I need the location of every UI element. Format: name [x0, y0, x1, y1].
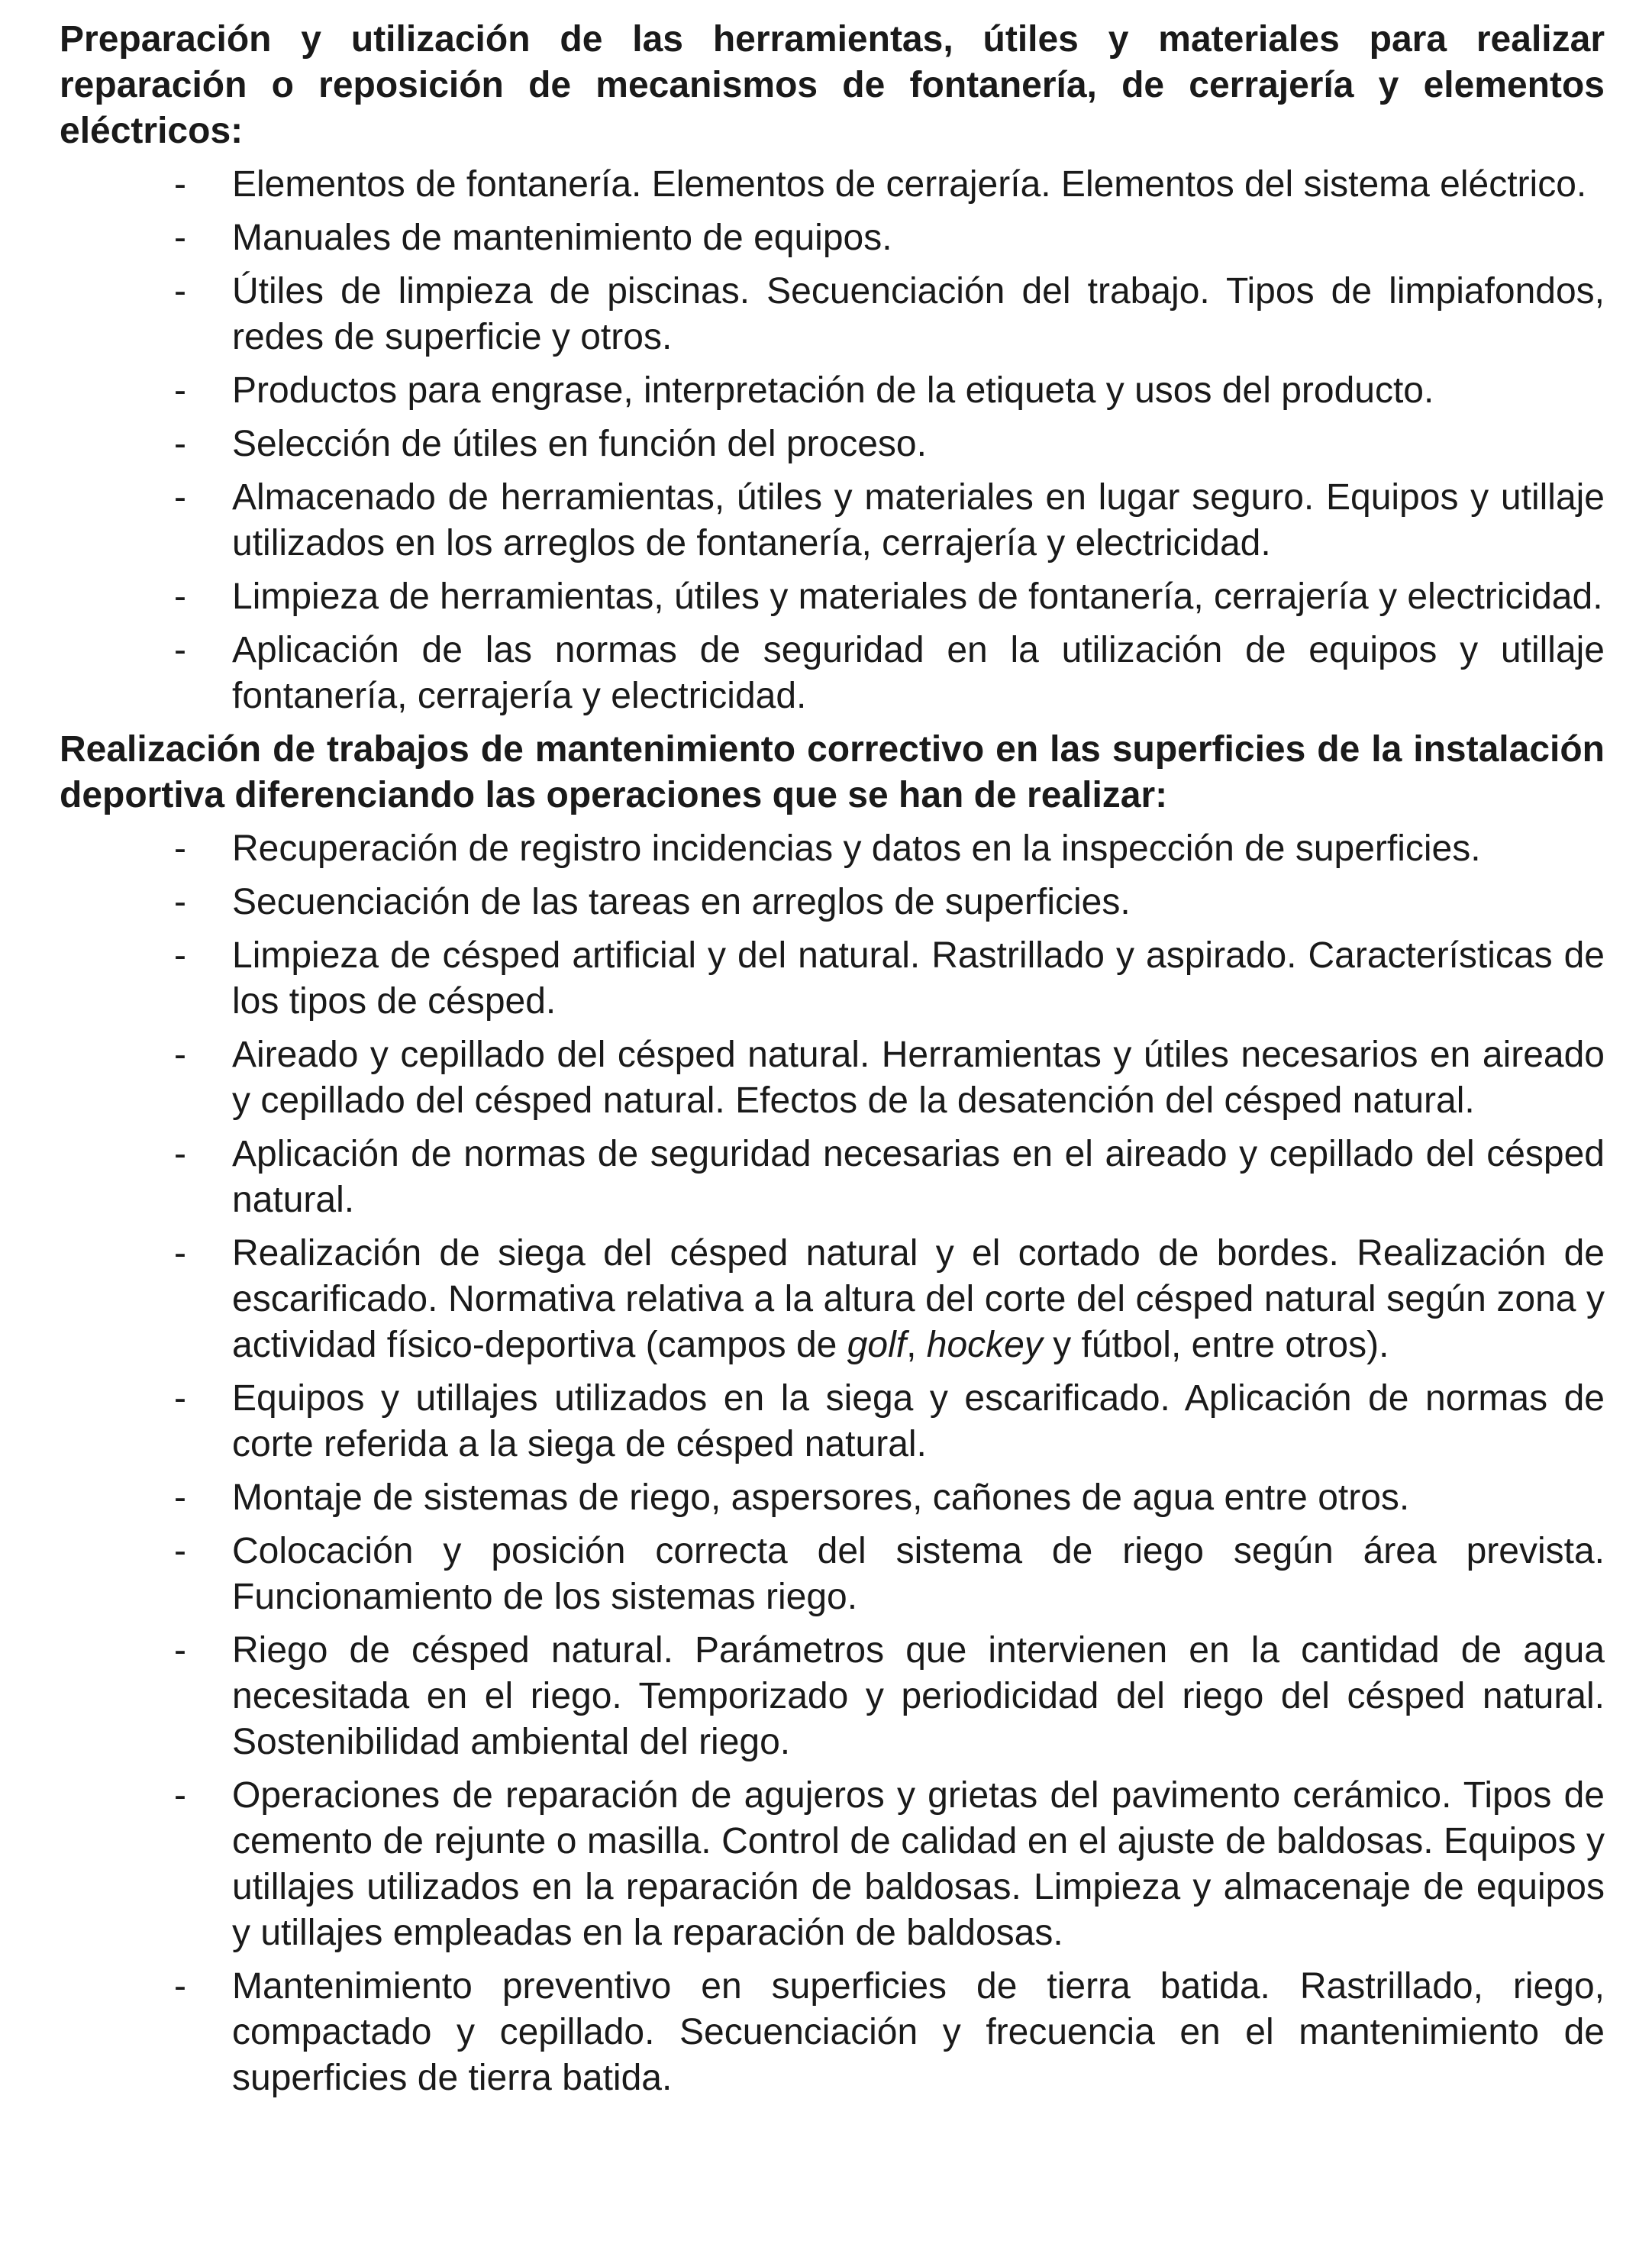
bullet-dash: - [174, 1531, 186, 1571]
list-item [60, 1032, 1605, 1124]
list-item [60, 1628, 1605, 1765]
list-item [60, 1132, 1605, 1223]
bullet-dash: - [174, 271, 186, 312]
item-text: Secuenciación de las tareas en arreglos de superficies. [232, 882, 1131, 922]
bullet-dash: - [174, 370, 186, 411]
list-item [60, 574, 1605, 620]
bullet-dash: - [174, 576, 186, 617]
bullet-dash: - [174, 164, 186, 205]
list-item [60, 880, 1605, 925]
list-item [60, 1529, 1605, 1620]
list-item [60, 215, 1605, 261]
list-item [60, 421, 1605, 467]
list-item [60, 1231, 1605, 1368]
item-text: Operaciones de reparación de agujeros y grietas del pavimento cerámico. Tipos de cemento de rejunte o masilla. Control de calidad en el ajuste de baldosas. Equipos y utillajes utilizados en la reparación de baldosas. Limpieza y almacenaje de equipos y utillajes empleadas en la reparación de baldosas. [232, 1775, 1605, 1953]
bullet-dash: - [174, 1477, 186, 1518]
bullet-dash: - [174, 477, 186, 518]
bullet-dash: - [174, 1035, 186, 1075]
bullet-dash: - [174, 935, 186, 976]
item-text: Aplicación de las normas de seguridad en la utilización de equipos y utillaje fontanería, cerrajería y electricidad. [232, 630, 1605, 716]
item-text: Selección de útiles en función del proceso. [232, 424, 927, 464]
item-text: Aplicación de normas de seguridad necesarias en el aireado y cepillado del césped natural. [232, 1134, 1605, 1220]
list-item [60, 475, 1605, 567]
item-text: Almacenado de herramientas, útiles y materiales en lugar seguro. Equipos y utillaje utilizados en los arreglos de fontanería, cerrajería y electricidad. [232, 477, 1605, 563]
list-item [60, 1475, 1605, 1521]
list-item [60, 162, 1605, 208]
item-text: Aireado y cepillado del césped natural. Herramientas y útiles necesarios en aireado y cepillado del césped natural. Efectos de la desatención del césped natural. [232, 1035, 1605, 1121]
bullet-dash: - [174, 1233, 186, 1274]
list-item [60, 368, 1605, 414]
bullet-dash: - [174, 1775, 186, 1816]
item-text: Útiles de limpieza de piscinas. Secuenciación del trabajo. Tipos de limpiafondos, redes de superficie y otros. [232, 271, 1605, 357]
item-text: Colocación y posición correcta del sistema de riego según área prevista. Funcionamiento de los sistemas riego. [232, 1531, 1605, 1617]
list-item [60, 1964, 1605, 2101]
list-item [60, 269, 1605, 360]
bullet-dash: - [174, 1134, 186, 1174]
section-mantenimiento-correctivo [60, 727, 1605, 2101]
item-text: Mantenimiento preventivo en superficies de tierra batida. Rastrillado, riego, compactado y cepillado. Secuenciación y frecuencia en el mantenimiento de superficies de tierra batida. [232, 1966, 1605, 2098]
item-text: Riego de césped natural. Parámetros que intervienen en la cantidad de agua necesitada en el riego. Temporizado y periodicidad del riego del césped natural. Sostenibilidad ambiental del riego. [232, 1630, 1605, 1762]
bullet-dash: - [174, 1378, 186, 1419]
item-text: Elementos de fontanería. Elementos de cerrajería. Elementos del sistema eléctrico. [232, 164, 1587, 205]
list-item [60, 1773, 1605, 1956]
item-text: Realización de siega del césped natural y el cortado de bordes. Realización de escarificado. Normativa relativa a la altura del corte del césped natural según zona y actividad físico-deportiva (campos de golf, hockey y fútbol, entre otros). [232, 1233, 1605, 1365]
item-list [60, 826, 1605, 2101]
list-item [60, 933, 1605, 1025]
bullet-dash: - [174, 630, 186, 670]
item-text: Limpieza de césped artificial y del natural. Rastrillado y aspirado. Características de los tipos de césped. [232, 935, 1605, 1022]
list-item [60, 1376, 1605, 1468]
bullet-dash: - [174, 882, 186, 922]
document-page [60, 17, 1605, 2109]
bullet-dash: - [174, 1630, 186, 1671]
section-herramientas [60, 17, 1605, 719]
bullet-dash: - [174, 424, 186, 464]
item-text: Productos para engrase, interpretación de la etiqueta y usos del producto. [232, 370, 1434, 411]
section-heading: Preparación y utilización de las herramientas, útiles y materiales para realizar reparación o reposición de mecanismos de fontanería, de cerrajería y elementos eléctricos: [60, 19, 1605, 151]
item-text: Recuperación de registro incidencias y datos en la inspección de superficies. [232, 828, 1481, 869]
item-text: Limpieza de herramientas, útiles y materiales de fontanería, cerrajería y electricidad. [232, 576, 1603, 617]
list-item [60, 826, 1605, 872]
bullet-dash: - [174, 218, 186, 258]
item-text: Equipos y utillajes utilizados en la siega y escarificado. Aplicación de normas de corte referida a la siega de césped natural. [232, 1378, 1605, 1464]
item-text: Manuales de mantenimiento de equipos. [232, 218, 892, 258]
section-heading: Realización de trabajos de mantenimiento correctivo en las superficies de la instalación deportiva diferenciando las operaciones que se han de realizar: [60, 729, 1605, 815]
list-item [60, 628, 1605, 719]
item-text: Montaje de sistemas de riego, aspersores, cañones de agua entre otros. [232, 1477, 1410, 1518]
bullet-dash: - [174, 828, 186, 869]
bullet-dash: - [174, 1966, 186, 2007]
item-list [60, 162, 1605, 719]
